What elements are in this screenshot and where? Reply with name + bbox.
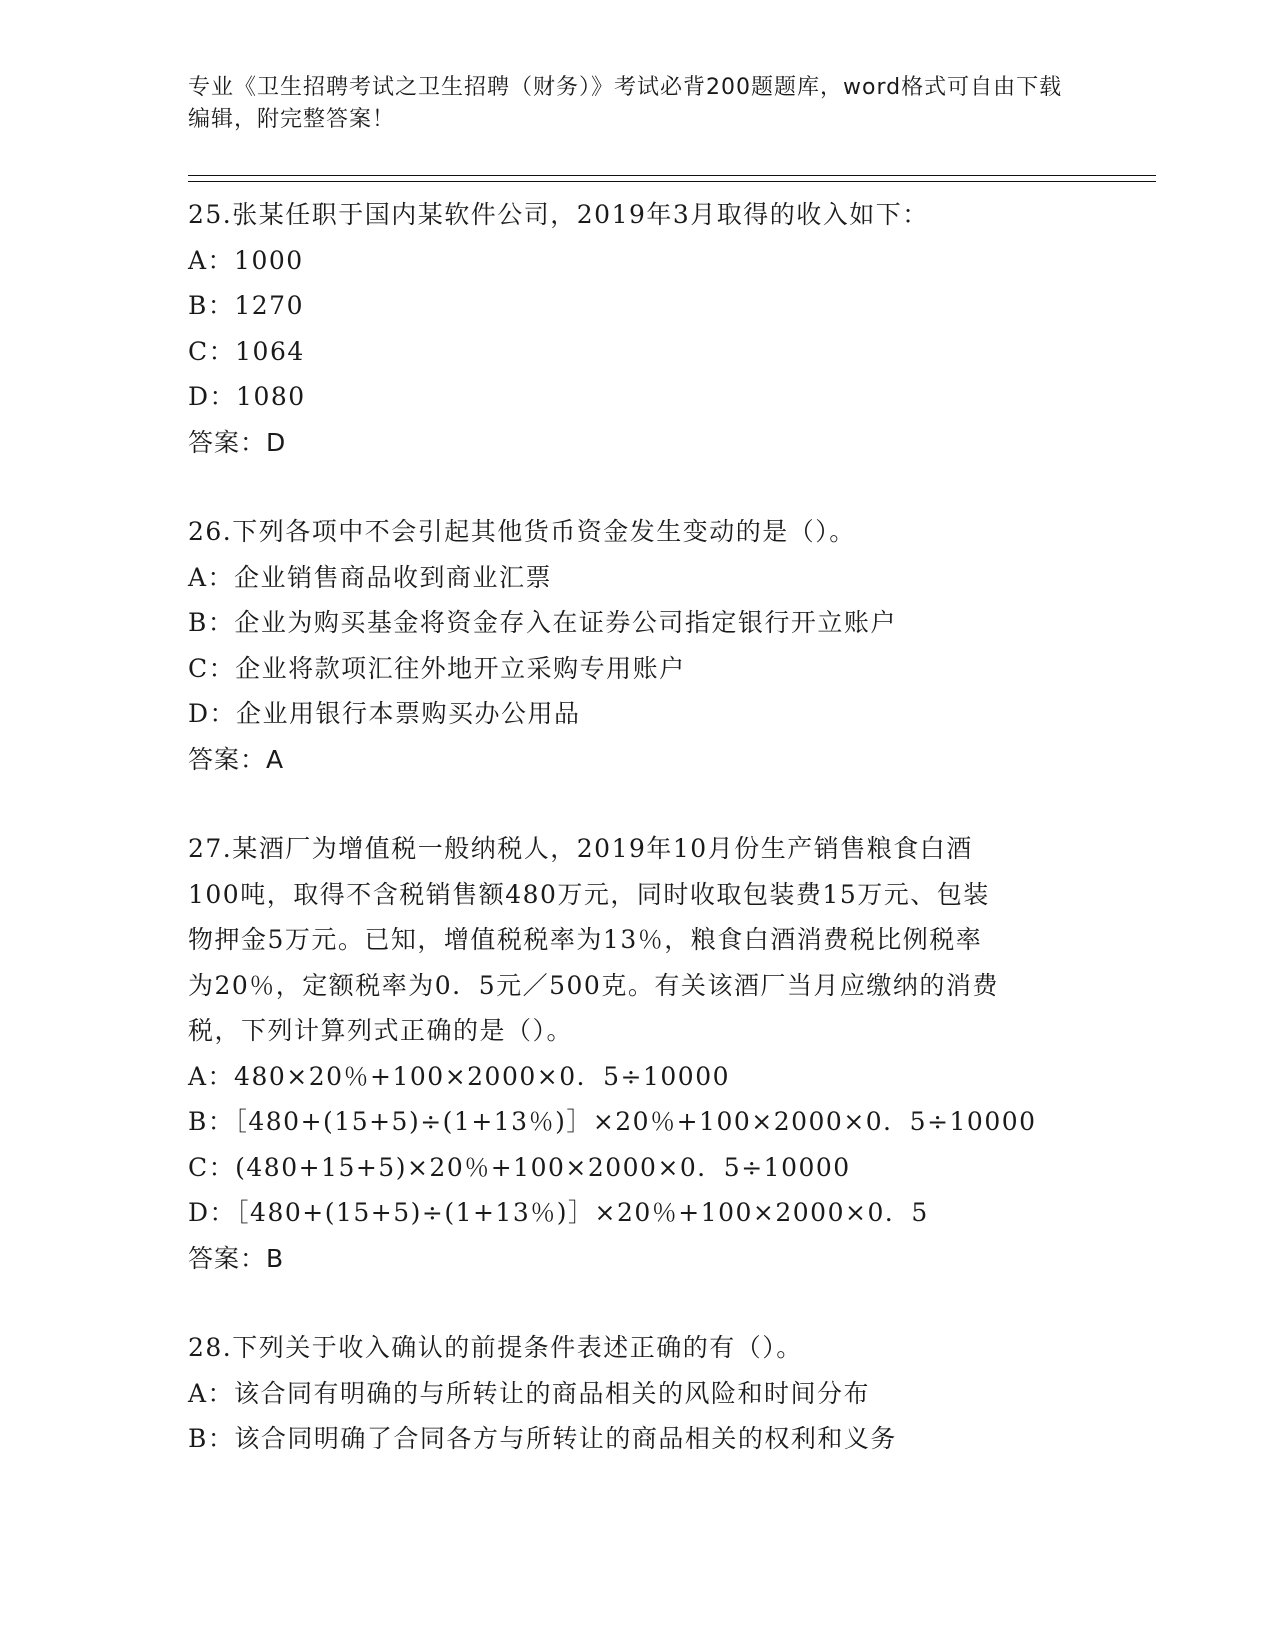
answer-line: 答案：B xyxy=(188,1243,285,1273)
document-header: 专业《卫生招聘考试之卫生招聘（财务）》考试必背200题题库，word格式可自由下载编辑，附完整答案！ xyxy=(188,75,1063,132)
question-stem-line-1: 27.某酒厂为增值税一般纳税人，2019年10月份生产销售粮食白酒 xyxy=(188,834,973,863)
option-b: B：［480+(15+5)÷(1+13％)］×20％+100×2000×0．5÷10000 xyxy=(188,1107,1037,1136)
question-28 xyxy=(188,1325,1088,1462)
question-27 xyxy=(188,826,1088,1281)
question-spacer xyxy=(188,782,1088,826)
question-stem-line-2: 100吨，取得不含税销售额480万元，同时收取包装费15万元、包装 xyxy=(188,879,990,909)
question-list xyxy=(188,192,1088,1462)
option-b: B：该合同明确了合同各方与所转让的商品相关的权利和义务 xyxy=(188,1424,897,1453)
question-spacer xyxy=(188,1281,1088,1325)
question-stem: 26.下列各项中不会引起其他货币资金发生变动的是（）。 xyxy=(188,517,856,546)
answer-line: 答案：A xyxy=(188,744,285,774)
question-stem-line-3: 物押金5万元。已知，增值税税率为13％，粮食白酒消费税比例税率 xyxy=(188,925,983,954)
question-stem: 28.下列关于收入确认的前提条件表述正确的有（）。 xyxy=(188,1333,803,1362)
question-25 xyxy=(188,192,1088,465)
question-26 xyxy=(188,509,1088,782)
question-spacer xyxy=(188,465,1088,509)
question-stem-line-5: 税，下列计算列式正确的是（）。 xyxy=(188,1016,574,1045)
option-a: A：480×20％+100×2000×0．5÷10000 xyxy=(188,1061,731,1091)
option-b: B：1270 xyxy=(188,291,304,320)
option-c: C：企业将款项汇往外地开立采购专用账户 xyxy=(188,653,686,683)
option-c: C：(480+15+5)×20％+100×2000×0．5÷10000 xyxy=(188,1152,851,1182)
option-c: C：1064 xyxy=(188,336,305,366)
option-d: D：1080 xyxy=(188,382,306,411)
option-a: A：该合同有明确的与所转让的商品相关的风险和时间分布 xyxy=(188,1378,871,1408)
option-d: D：企业用银行本票购买办公用品 xyxy=(188,699,581,728)
option-d: D：［480+(15+5)÷(1+13％)］×20％+100×2000×0．5 xyxy=(188,1198,929,1227)
question-stem-line-4: 为20％，定额税率为0．5元／500克。有关该酒厂当月应缴纳的消费 xyxy=(188,970,999,1000)
question-stem: 25.张某任职于国内某软件公司，2019年3月取得的收入如下： xyxy=(188,200,929,229)
answer-line: 答案：D xyxy=(188,427,287,457)
header-divider-bottom xyxy=(188,181,1156,182)
option-b: B：企业为购买基金将资金存入在证券公司指定银行开立账户 xyxy=(188,608,897,637)
option-a: A：企业销售商品收到商业汇票 xyxy=(188,562,553,592)
option-a: A：1000 xyxy=(188,245,304,275)
header-divider-top xyxy=(188,175,1156,176)
